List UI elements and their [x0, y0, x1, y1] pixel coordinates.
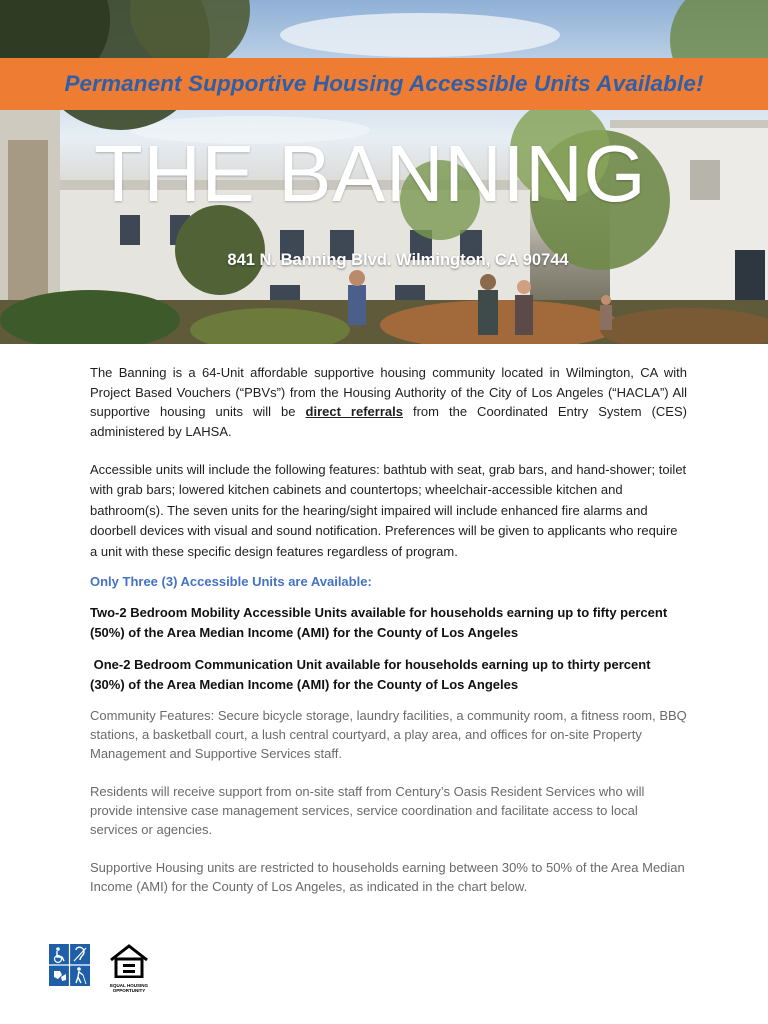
intro-text-end: from the Coordinated Entry System (CES) administered by LAHSA.: [90, 404, 687, 439]
accessibility-symbols-icon: [49, 944, 90, 986]
intro-text: The Banning is a 64-Unit affordable supportive housing community located in Wilmington, CA with Project Based Vouchers (“PBVs”) from the Housing Authority of the City of Los Angeles (“HACLA”) All supportive housing units will be: [90, 365, 687, 419]
property-title: THE BANNING: [93, 129, 647, 218]
banner-text: Permanent Supportive Housing Accessible Units Available!: [64, 71, 704, 96]
income-restriction-paragraph: Supportive Housing units are restricted to households earning between 30% to 50% of the Area Median Income (AMI) for the County of Los Angeles, as indicated in the chart below.: [90, 859, 685, 894]
available-units-heading: Only Three (3) Accessible Units are Available:: [90, 574, 372, 590]
announcement-banner: [0, 58, 768, 110]
hero-image: [0, 0, 768, 344]
community-features-paragraph: Community Features: Secure bicycle storage, laundry facilities, a community room, a fitness room, BBQ stations, a basketball court, a lush central courtyard, a play area, and offices for on-site Property Management and Supportive Services staff.: [90, 707, 687, 761]
mobility-unit-item: Two-2 Bedroom Mobility Accessible Units available for households earning up to fifty percent (50%) of the Area Median Income (AMI) for the County of Los Angeles: [90, 604, 668, 641]
equal-housing-logo: [108, 944, 150, 993]
equal-housing-line1: EQUAL HOUSING: [110, 983, 148, 988]
resident-services-paragraph: Residents will receive support from on-site staff from Century’s Oasis Resident Services who will provide intensive case management services, service coordination and facilitate access to local services or agencies.: [90, 783, 645, 837]
features-paragraph: Accessible units will include the following features: bathtub with seat, grab bars, and hand-shower; toilet with grab bars; lowered kitchen cabinets and countertops; wheelchair-accessible kitchen and bathroom(s). The seven units for the hearing/sight impaired will include enhanced fire alarms and doorbell devices with visual and sound notification. Preferences will be given to applicants who require a unit with these specific design features regardless of program.: [90, 462, 687, 559]
intro-paragraph: [90, 363, 687, 441]
equal-housing-line2: OPPORTUNITY: [112, 988, 146, 993]
equal-housing-house-icon: [108, 944, 150, 978]
body-content: [90, 363, 687, 896]
communication-unit-item: One-2 Bedroom Communication Unit available for households earning up to thirty percent (30%) of the Area Median Income (AMI) for the County of Los Angeles: [90, 656, 655, 693]
direct-referrals-text: direct referrals: [305, 404, 403, 419]
footer-logos: [49, 944, 150, 993]
property-address: 841 N. Banning Blvd. Wilmington, CA 90744: [227, 251, 569, 269]
